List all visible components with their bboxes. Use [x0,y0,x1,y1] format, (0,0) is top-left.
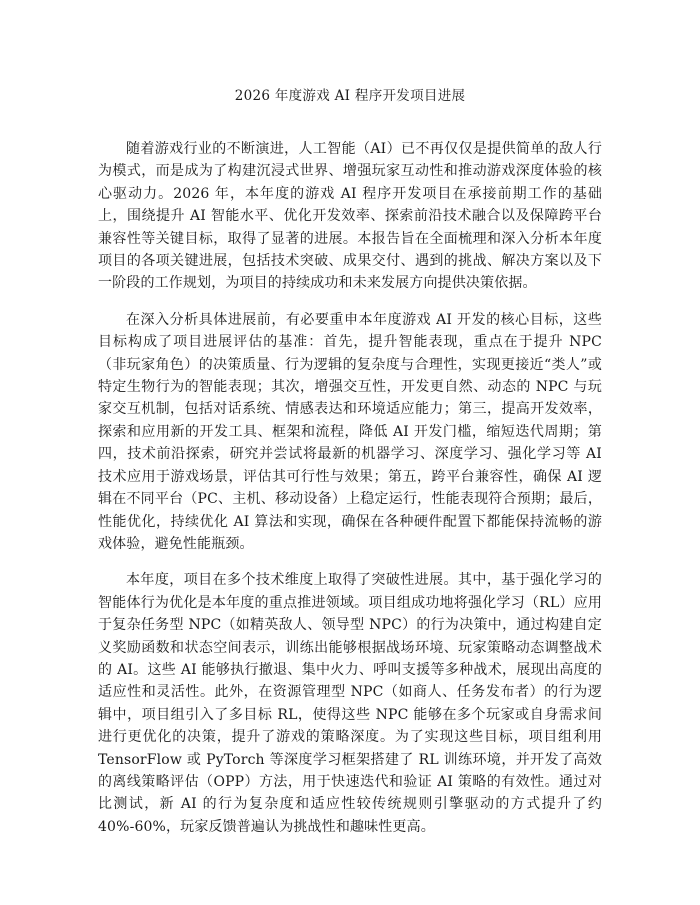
document-body [98,138,602,852]
paragraph-intro: 随着游戏行业的不断演进，人工智能（AI）已不再仅仅是提供简单的敌人行为模式，而是成为了构建沉浸式世界、增强玩家互动性和推动游戏深度体验的核心驱动力。2026 年，本年度的游戏 AI 程序开发项目在承接前期工作的基础上，围绕提升 AI 智能水平、优化开发效率、探索前沿技术融合以及保障跨平台兼容性等关键目标，取得了显著的进展。本报告旨在全面梳理和深入分析本年度项目的各项关键进展，包括技术突破、成果交付、遇到的挑战、解决方案以及下一阶段的工作规划，为项目的持续成功和未来发展方向提供决策依据。 [98,141,602,292]
document-title: 2026 年度游戏 AI 程序开发项目进展 [234,88,466,104]
paragraph-core-goals: 在深入分析具体进展前，有必要重申本年度游戏 AI 开发的核心目标，这些目标构成了项目进展评估的基准：首先，提升智能表现，重点在于提升 NPC（非玩家角色）的决策质量、行为逻辑的复杂度与合理性，实现更接近“类人”或特定生物行为的智能表现；其次，增强交互性，开发更自然、动态的 NPC 与玩家交互机制，包括对话系统、情感表达和环境适应能力；第三，提高开发效率，探索和应用新的开发工具、框架和流程，降低 AI 开发门槛，缩短迭代周期；第四，技术前沿探索，研究并尝试将最新的机器学习、深度学习、强化学习等 AI 技术应用于游戏场景，评估其可行性与效果；第五，跨平台兼容性，确保 AI 逻辑在不同平台（PC、主机、移动设备）上稳定运行，性能表现符合预期；最后，性能优化，持续优化 AI 算法和实现，确保在各种硬件配置下都能保持流畅的游戏体验，避免性能瓶颈。 [98,311,602,552]
paragraph-technical-progress: 本年度，项目在多个技术维度上取得了突破性进展。其中，基于强化学习的智能体行为优化是本年度的重点推进领域。项目组成功地将强化学习（RL）应用于复杂任务型 NPC（如精英敌人、领导型 NPC）的行为决策中，通过构建自定义奖励函数和状态空间表示，训练出能够根据战场环境、玩家策略动态调整战术的 AI。这些 AI 能够执行撤退、集中火力、呼叫支援等多种战术，展现出高度的适应性和灵活性。此外，在资源管理型 NPC（如商人、任务发布者）的行为逻辑中，项目组引入了多目标 RL，使得这些 NPC 能够在多个玩家或自身需求间进行更优化的决策，提升了游戏的策略深度。为了实现这些目标，项目组利用 TensorFlow 或 PyTorch 等深度学习框架搭建了 RL 训练环境，并开发了高效的离线策略评估（OPP）方法，用于快速迭代和验证 AI 策略的有效性。通过对比测试，新 AI 的行为复杂度和适应性较传统规则引擎驱动的方式提升了约 40%-60%，玩家反馈普遍认为挑战性和趣味性更高。 [98,572,602,835]
